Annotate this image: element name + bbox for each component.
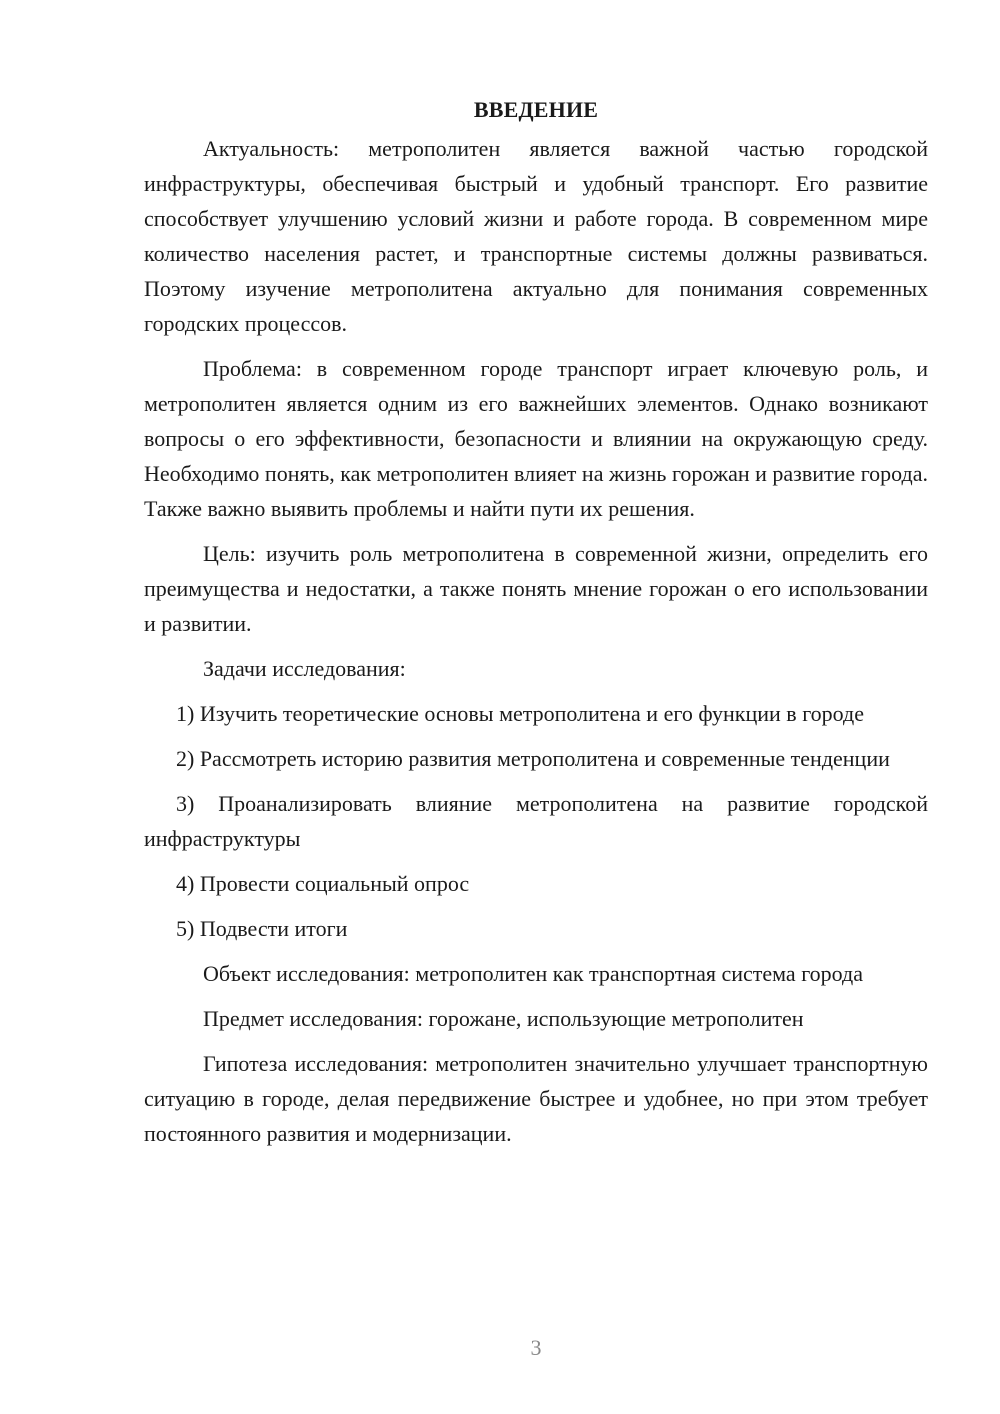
task-item: 5) Подвести итоги	[176, 916, 348, 941]
tasks-heading: Задачи исследования:	[203, 656, 406, 681]
task-item: 1) Изучить теоретические основы метрополитена и его функции в городе	[176, 701, 864, 726]
page-number: 3	[530, 1335, 542, 1360]
document-page	[144, 92, 928, 1161]
section-title: ВВЕДЕНИЕ	[473, 97, 599, 122]
object-paragraph: Объект исследования: метрополитен как транспортная система города	[203, 961, 863, 986]
goal-paragraph: Цель: изучить роль метрополитена в современной жизни, определить его преимущества и недостатки, а также понять мнение горожан о его использовании и развитии.	[144, 541, 928, 636]
task-item: 2) Рассмотреть историю развития метрополитена и современные тенденции	[176, 746, 890, 771]
relevance-paragraph: Актуальность: метрополитен является важной частью городской инфраструктуры, обеспечивая быстрый и удобный транспорт. Его развитие способствует улучшению условий жизни и работе города. В современном мире количество населения растет, и транспортные системы должны развиваться. Поэтому изучение метрополитена актуально для понимания современных городских процессов.	[144, 136, 928, 336]
task-item: 4) Провести социальный опрос	[176, 871, 470, 896]
hypothesis-paragraph: Гипотеза исследования: метрополитен значительно улучшает транспортную ситуацию в городе, делая передвижение быстрее и удобнее, но при этом требует постоянного развития и модернизации.	[144, 1051, 928, 1146]
problem-paragraph: Проблема: в современном городе транспорт играет ключевую роль, и метрополитен является одним из его важнейших элементов. Однако возникают вопросы о его эффективности, безопасности и влиянии на окружающую среду. Необходимо понять, как метрополитен влияет на жизнь горожан и развитие города. Также важно выявить проблемы и найти пути их решения.	[144, 356, 928, 521]
task-item: 3) Проанализировать влияние метрополитена на развитие городской инфраструктуры	[144, 791, 928, 851]
subject-paragraph: Предмет исследования: горожане, использующие метрополитен	[203, 1006, 804, 1031]
